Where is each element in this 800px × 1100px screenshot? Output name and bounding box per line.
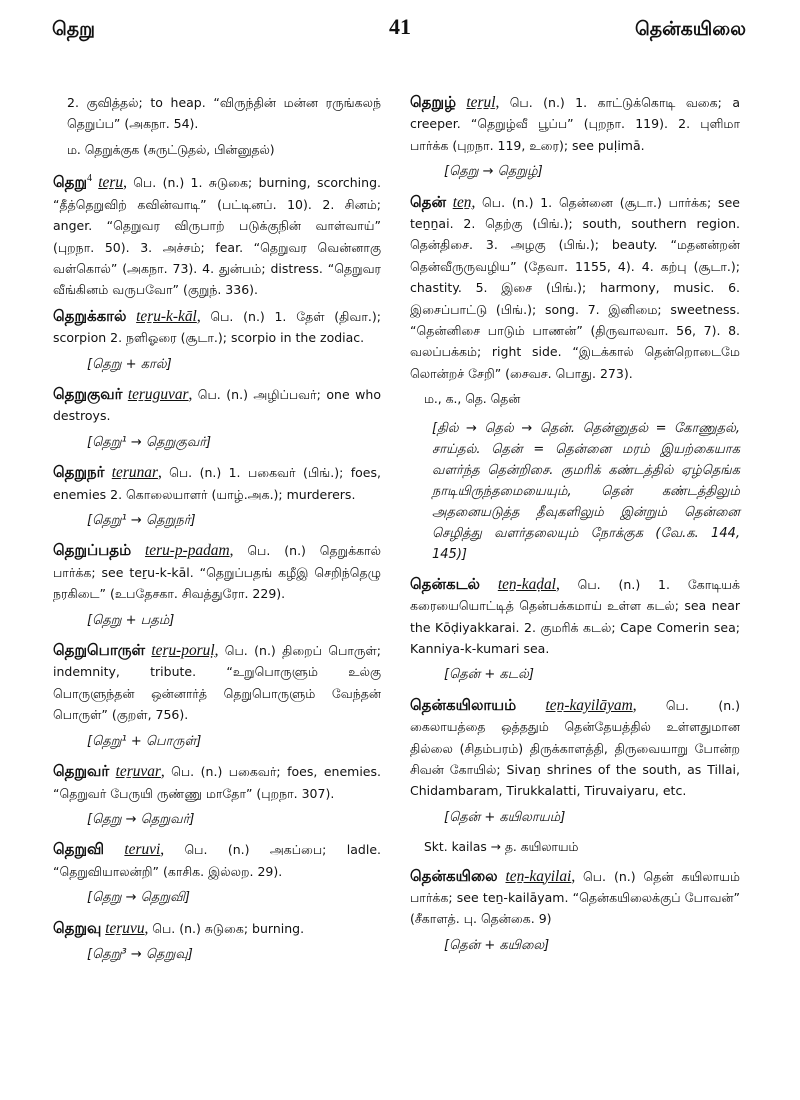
- definition: 1. காட்டுக்கொடி வகை; a creeper. “தெறுழ்வீ பூப்ப” (புறநா. 119). 2. புளிமா பார்க்க (புறநா. 119, உரை); see puḷimā.: [410, 95, 740, 153]
- dictionary-entry: தெறுகுவர் teṟuguvar, பெ. (n.) அழிப்பவர்; one who destroys.: [53, 385, 381, 424]
- left-column: [53, 92, 381, 974]
- definition: அழிப்பவர்; one who destroys.: [53, 387, 381, 424]
- part-of-speech: பெ. (n.): [224, 643, 276, 659]
- transliteration: teṟuguvar: [127, 386, 189, 403]
- headword: தெறு: [53, 173, 87, 192]
- headword: தென்கடல்: [410, 574, 480, 593]
- page-header: [0, 14, 800, 54]
- headword: தெறுகுவர்: [53, 385, 123, 403]
- dictionary-entry: தெறுக்கால் teṟu-k-kāl, பெ. (n.) 1. தேள் (திவா.); scorpion 2. நளிஓரை (சூடா.); scorpio in the zodiac.: [53, 306, 381, 346]
- etymology: [தெறு → தெறுவர்]: [87, 811, 195, 827]
- definition: அகப்பை; ladle. “தெறுவியாலன்றி” (காசிக. இல்லற. 29).: [53, 842, 381, 879]
- part-of-speech: பெ. (n.): [171, 764, 223, 780]
- headword: தென்: [410, 192, 446, 211]
- etymology: [தெறு → தெறுழ்]: [444, 164, 543, 180]
- dictionary-entry: தென்கயிலாயம் teṉ-kayilāyam, பெ. (n.) கைலாயத்தை ஒத்ததும் தென்தேயத்தில் உள்ளதுமான தில்லை (சிதம்பரம்) திருக்காளத்தி, திருவையாறு போன்ற சிவன் கோயில்; Sivaṉ shrines of the south, as Tillai, Chidambaram, Tirukkalatti, Tiruvaiyaru, etc.: [410, 695, 740, 799]
- headword: தெறுநர்: [53, 463, 105, 482]
- headword: தெறுபொருள்: [53, 641, 146, 660]
- part-of-speech: பெ. (n.): [197, 387, 248, 402]
- transliteration: teṟu-poruḷ: [151, 642, 215, 660]
- headword: தெறுப்பதம்: [53, 541, 132, 560]
- etymology-note: [தில் → தெல் → தென். தென்னுதல் = கோணுதல், சாய்தல். தென் = தென்னை மரம் இயற்கையாக வளர்ந்த தென்றிசை. குமரிக் கண்டத்தில் ஏழ்தெங்க நாடியிருந்தமையையும், தென் கண்டத்திலும் அதனையடுத்த தீவுகளிலும் இன்றும் தென்னை செழித்து வளர்தலையும் நோக்குக (வே.க. 144, 145)]: [432, 420, 740, 562]
- part-of-speech: பெ. (n.): [509, 95, 565, 110]
- etymology: [தெறு¹ → தெறுநர்]: [87, 513, 196, 529]
- headword: தெறுவி: [53, 840, 105, 859]
- definition: 1. சுடுகை; burning, scorching. “தீத்தெறுவிற் கவின்வாடி” (பட்டினப். 10). 2. சினம்; anger. “தெறுவர விருபாற் படுக்குநின் வாள்வாய்” (புறநா. 50). 3. அச்சம்; fear. “தெறுவர வென்னாகு வள்கொல்” (அகநா. 73). 4. துன்பம்; distress. “தெறுவர வீங்கினம் வருபவோ” (குறுந். 336).: [53, 175, 381, 298]
- transliteration: teṉ-kaḍal: [497, 575, 556, 593]
- cognate-note: ம., க., தெ. தென்: [424, 392, 521, 407]
- dictionary-entry: தெறுவு teṟuvu, பெ. (n.) சுடுகை; burning.: [53, 918, 305, 937]
- part-of-speech: பெ. (n.): [133, 175, 185, 191]
- definition: 1. தேள் (திவா.); scorpion 2. நளிஓரை (சூடா.); scorpio in the zodiac.: [53, 308, 381, 346]
- definition: 1. பகைவர் (பிங்.); foes, enemies 2. கொலையாளர் (யாழ்.அக.); murderers.: [53, 465, 381, 502]
- page-number: 41: [389, 14, 411, 39]
- definition: சுடுகை; burning.: [204, 920, 305, 936]
- etymology: [தென் + கயிலாயம்]: [444, 809, 566, 825]
- headword: தெறுழ்: [410, 93, 457, 111]
- etymology: [தெறு + கால்]: [87, 356, 172, 372]
- definition: தென் கயிலாயம் பார்க்க; see teṉ-kailāyam. “தென்கயிலைக்குப் போவன்” (சீகாளத். பு. தென்கை. 9): [410, 868, 740, 927]
- part-of-speech: பெ. (n.): [152, 920, 201, 936]
- transliteration: teṟuvu: [105, 919, 145, 937]
- transliteration: teṟu-p-padam: [144, 542, 230, 560]
- dictionary-entry: தெறுவி teṟuvi, பெ. (n.) அகப்பை; ladle. “தெறுவியாலன்றி” (காசிக. இல்லற. 29).: [53, 840, 381, 879]
- definition: தெறுக்கால் பார்க்க; see teṟu-k-kāl. “தெறுப்பதங் கழீஇ செறிந்தெழு நரகிடை” (உபதேசகா. சிவத்துரோ. 229).: [53, 543, 381, 602]
- transliteration: teṟu: [98, 174, 124, 192]
- dictionary-entry: தெறுவர் teṟuvar, பெ. (n.) பகைவர்; foes, enemies. “தெறுவர் பேருயி ருண்ணு மாதோ” (புறநா. 307).: [53, 762, 381, 801]
- part-of-speech: பெ. (n.): [665, 697, 740, 713]
- part-of-speech: பெ. (n.): [577, 576, 641, 592]
- transliteration: teṉ-kayilāyam: [545, 696, 633, 714]
- part-of-speech: பெ. (n.): [169, 465, 222, 481]
- dictionary-entry: தென்கயிலை teṉ-kayilai, பெ. (n.) தென் கயிலாயம் பார்க்க; see teṉ-kailāyam. “தென்கயிலைக்குப் போவன்” (சீகாளத். பு. தென்கை. 9): [410, 866, 740, 927]
- part-of-speech: பெ. (n.): [247, 543, 306, 559]
- definition: 1. கோடியக் கரையையொட்டித் தென்பக்கமாய் உள்ள கடல்; sea near the Kōḍiyakkarai. 2. குமரிக் கடல்; Cape Comerin sea; Kanniya-k-kumari sea.: [410, 576, 740, 656]
- headword: தென்கயிலை: [410, 866, 498, 885]
- etymology: [தெறு³ → தெறுவு]: [87, 946, 193, 962]
- homograph-number: 4: [86, 173, 92, 185]
- part-of-speech: பெ. (n.): [583, 868, 636, 884]
- etymology: [தென் + கயிலை]: [444, 937, 550, 953]
- transliteration: teṟuḻ: [466, 94, 496, 111]
- definition: கைலாயத்தை ஒத்ததும் தென்தேயத்தில் உள்ளதுமான தில்லை (சிதம்பரம்) திருக்காளத்தி, திருவையாறு போன்ற சிவன் கோயில்; Sivaṉ shrines of the south, as Tillai, Chidambaram, Tirukkalatti, Tiruvaiyaru, etc.: [410, 719, 740, 799]
- dictionary-entry: தெறுபொருள் teṟu-poruḷ, பெ. (n.) திறைப் பொருள்; indemnity, tribute. “உறுபொருளும் உல்கு பொருளுந்தன் ஒன்னார்த் தெறுபொருளும் வேந்தன் பொருள்” (குறள், 756).: [53, 641, 381, 723]
- dictionary-entry: தெறுப்பதம் teṟu-p-padam, பெ. (n.) தெறுக்கால் பார்க்க; see teṟu-k-kāl. “தெறுப்பதங் கழீஇ செறிந்தெழு நரகிடை” (உபதேசகா. சிவத்துரோ. 229).: [53, 541, 381, 602]
- etymology: [தெறு¹ + பொருள்]: [87, 733, 202, 749]
- headword: தெறுக்கால்: [53, 306, 127, 325]
- headword: தெறுவர்: [53, 762, 110, 781]
- transliteration: teṟuvar: [115, 763, 161, 781]
- dictionary-entry: தென் teṉ, பெ. (n.) 1. தென்னை (சூடா.) பார்க்க; see teṉṉai. 2. தெற்கு (பிங்.); south, southern region. தென்திசை. 3. அழகு (பிங்.); beauty. “மதனன்றன் தென்வீருருவழிய” (தேவா. 1155, 4). 4. கற்பு (சூடா.); chastity. 5. இசை (பிங்.); harmony, music. 6. இசைப்பாட்டு (பிங்.); song. 7. இனிமை; sweetness. “தென்னிசை பாடும் பாணன்” (திருவாலவா. 56, 7). 8. வலப்பக்கம்; right side. “இடக்கால் தென்றொடைமே லொன்றச் சேறி” (சைவச. பொது. 273).: [410, 192, 740, 381]
- headword: தெறுவு: [53, 918, 102, 937]
- etymology: [தென் + கடல்]: [444, 667, 534, 683]
- dictionary-entry: தென்கடல் teṉ-kaḍal, பெ. (n.) 1. கோடியக் கரையையொட்டித் தென்பக்கமாய் உள்ள கடல்; sea near the Kōḍiyakkarai. 2. குமரிக் கடல்; Cape Comerin sea; Kanniya-k-kumari sea.: [410, 574, 740, 656]
- part-of-speech: பெ. (n.): [210, 308, 265, 324]
- entry-continuation: 2. குவித்தல்; to heap. “விருந்தின் மன்ன ரருங்கலந் தெறுப்ப” (அகநா. 54).: [67, 95, 381, 132]
- transliteration: teṟunar: [111, 464, 158, 482]
- cognate-note: ம. தெறுக்குக (சுருட்டுதல், பின்னுதல்): [67, 142, 275, 157]
- transliteration: teṟuvi: [124, 841, 161, 859]
- transliteration: teṉ-kayilai: [505, 867, 572, 885]
- headword: தென்கயிலாயம்: [410, 695, 517, 714]
- dictionary-entry: தெறுநர் teṟunar, பெ. (n.) 1. பகைவர் (பிங்.); foes, enemies 2. கொலையாளர் (யாழ்.அக.); murderers.: [53, 463, 381, 502]
- transliteration: teṉ: [452, 193, 472, 211]
- definition: 1. தென்னை (சூடா.) பார்க்க; see teṉṉai. 2. தெற்கு (பிங்.); south, southern region. தென்திசை. 3. அழகு (பிங்.); beauty. “மதனன்றன் தென்வீருருவழிய” (தேவா. 1155, 4). 4. கற்பு (சூடா.); chastity. 5. இசை (பிங்.); harmony, music. 6. இசைப்பாட்டு (பிங்.); song. 7. இனிமை; sweetness. “தென்னிசை பாடும் பாணன்” (திருவாலவா. 56, 7). 8. வலப்பக்கம்; right side. “இடக்கால் தென்றொடைமே லொன்றச் சேறி” (சைவச. பொது. 273).: [410, 194, 740, 381]
- part-of-speech: பெ. (n.): [482, 194, 534, 210]
- dictionary-entry: தெறு$^4$ teṟu, பெ. (n.) 1. சுடுகை; burning, scorching. “தீத்தெறுவிற் கவின்வாடி” (பட்டினப். 10). 2. சினம்; anger. “தெறுவர விருபாற் படுக்குநின் வாள்வாய்” (புறநா. 50). 3. அச்சம்; fear. “தெறுவர வென்னாகு வள்கொல்” (அகநா. 73). 4. துன்பம்; distress. “தெறுவர வீங்கினம் வருபவோ” (குறுந். 336).: [53, 173, 381, 298]
- etymology: [தெறு → தெறுவி]: [87, 890, 190, 906]
- definition: திறைப் பொருள்; indemnity, tribute. “உறுபொருளும் உல்கு பொருளுந்தன் ஒன்னார்த் தெறுபொருளும் வேந்தன் பொருள்” (குறள், 756).: [53, 643, 381, 723]
- part-of-speech: பெ. (n.): [184, 842, 250, 858]
- running-head-right: தென்கயிலை: [635, 18, 746, 40]
- etymology: [தெறு + பதம்]: [87, 612, 175, 628]
- dictionary-entry: தெறுழ் teṟuḻ, பெ. (n.) 1. காட்டுக்கொடி வகை; a creeper. “தெறுழ்வீ பூப்ப” (புறநா. 119). 2. புளிமா பார்க்க (புறநா. 119, உரை); see puḷimā.: [410, 93, 740, 153]
- sanskrit-note: Skt. kailas → த. கயிலாயம்: [424, 840, 579, 855]
- definition: பகைவர்; foes, enemies. “தெறுவர் பேருயி ருண்ணு மாதோ” (புறநா. 307).: [53, 764, 381, 801]
- transliteration: teṟu-k-kāl: [136, 307, 197, 325]
- etymology: [தெறு¹ → தெறுகுவர்]: [87, 434, 212, 450]
- right-column: [410, 92, 740, 965]
- running-head-left: தெறு: [52, 18, 96, 40]
